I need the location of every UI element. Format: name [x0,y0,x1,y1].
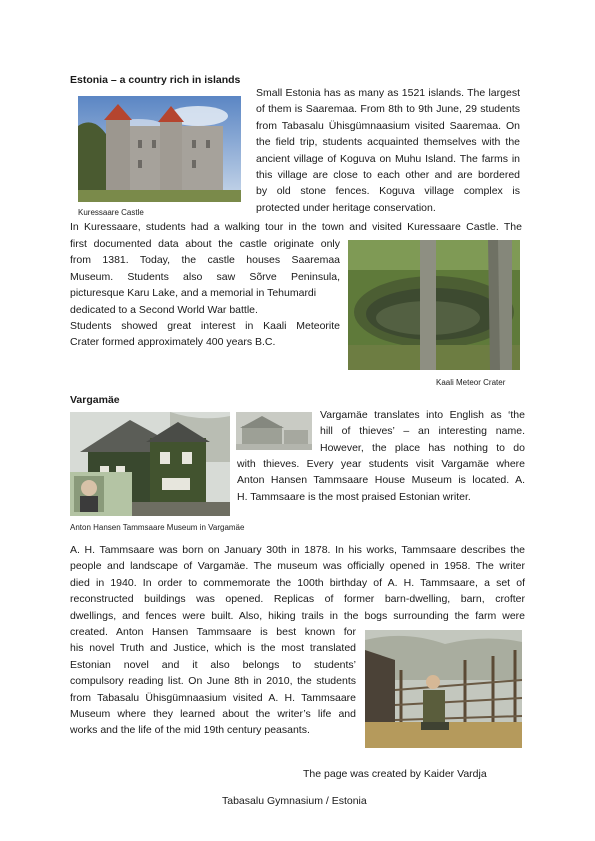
text-line: hill of thieves’ – an interesting name. [320,425,525,438]
text-line: of them is Saaremaa. From 8th to 9th June, 29 students [256,103,520,116]
text-line: Vargamäe translates into English as ‘the [320,409,525,421]
walk-line: In Kuressaare, students had a walking tour in the town and visited Kuressaare Castle. The [70,221,522,233]
text-line: ancient village of Koguva on Muhu Island. The farms in [256,152,520,165]
text-line: reconstructed buildings was opened. Replicas of former barn-dwelling, barn, crofter [70,593,525,606]
text-line: A. H. Tammsaare was born on January 30th in 1878. In his works, Tammsaare describes the [70,544,525,556]
text-line: protected under heritage conservation. [256,201,436,214]
text-line: However, the place has nothing to do [320,441,525,454]
text-line: Small Estonia has as many as 1521 islands. The largest [256,87,520,99]
museum-caption: Anton Hansen Tammsaare Museum in Vargamäe [70,523,245,532]
student-museum-photo [365,630,522,748]
text-line: Anton Hansen Tammsaare House Museum is located. A. [237,474,525,487]
text-line: Estonian novel and it also belongs to students’ [70,658,356,671]
museum-archive-photo [236,412,312,450]
section-heading-vargamae: Vargamäe [70,394,120,406]
text-line: works and the life of the mid 19th century peasants. [70,724,310,737]
text-line: with thieves. Every year students visit Vargamäe where [237,458,525,470]
crater-caption: Kaali Meteor Crater [436,378,506,387]
text-line: people and landscape of Vargamäe. The museum was officially opened in 1958. The writer [70,560,525,573]
text-line: compulsory reading list. On June 8th in 2010, the students [70,675,356,688]
text-line: dedicated to a Second World War battle. [70,303,258,316]
text-line: dwellings, and fences were built. Also, hiking trails in the bogs surrounding the farm were [70,609,525,622]
vargamae-intro-text-a [320,407,525,456]
section-heading-islands: Estonia – a country rich in islands [70,74,241,86]
islands-intro-text [256,85,520,216]
text-line: Museum where they learned about the writer’s life and [70,708,356,721]
text-line: first documented data about the castle originate only [70,238,340,250]
tammsaare-text-full [70,542,525,624]
castle-photo [78,96,241,202]
text-line: Museum. Students also saw Sõrve Peninsula, [70,270,340,283]
museum-house-photo [70,412,230,516]
text-line: by old stone fences. Koguva village complex is [256,185,520,198]
text-line: the field trip, students acquainted themselves with the [256,136,520,149]
school-name: Tabasalu Gymnasium / Estonia [222,795,367,807]
castle-text [70,236,340,351]
vargamae-intro-text-b [237,456,525,505]
text-line: from 1381. Today, the castle houses Saaremaa [70,254,340,267]
castle-caption: Kuressaare Castle [78,208,144,217]
crater-photo [348,240,520,370]
text-line: this village are close to each other and are bordered [256,169,520,182]
tammsaare-text-narrow [70,624,356,739]
text-line: his novel Truth and Justice, which is the most translated [70,642,356,655]
text-line: Students showed great interest in Kaali Meteorite [70,320,340,333]
page-credit: The page was created by Kaider Vardja [303,768,487,780]
text-line: H. Tammsaare is the most praised Estonian writer. [237,490,471,503]
text-line: from Tabasalu Ühisgümnaasium visited A. H. Tammsaare [70,691,356,704]
text-line: created. Anton Hansen Tammsaare is best known for [70,626,356,638]
text-line: picturesque Karu Lake, and a memorial in Tehumardi [70,287,317,300]
text-line: from Tabasalu Ühisgümnaasium visited Saaremaa. On [256,119,520,132]
text-line: died in 1940. In order to commemorate the 100th birthday of A. H. Tammsaare, a set of [70,576,525,589]
text-line: Crater formed approximately 400 years B.C. [70,336,276,349]
